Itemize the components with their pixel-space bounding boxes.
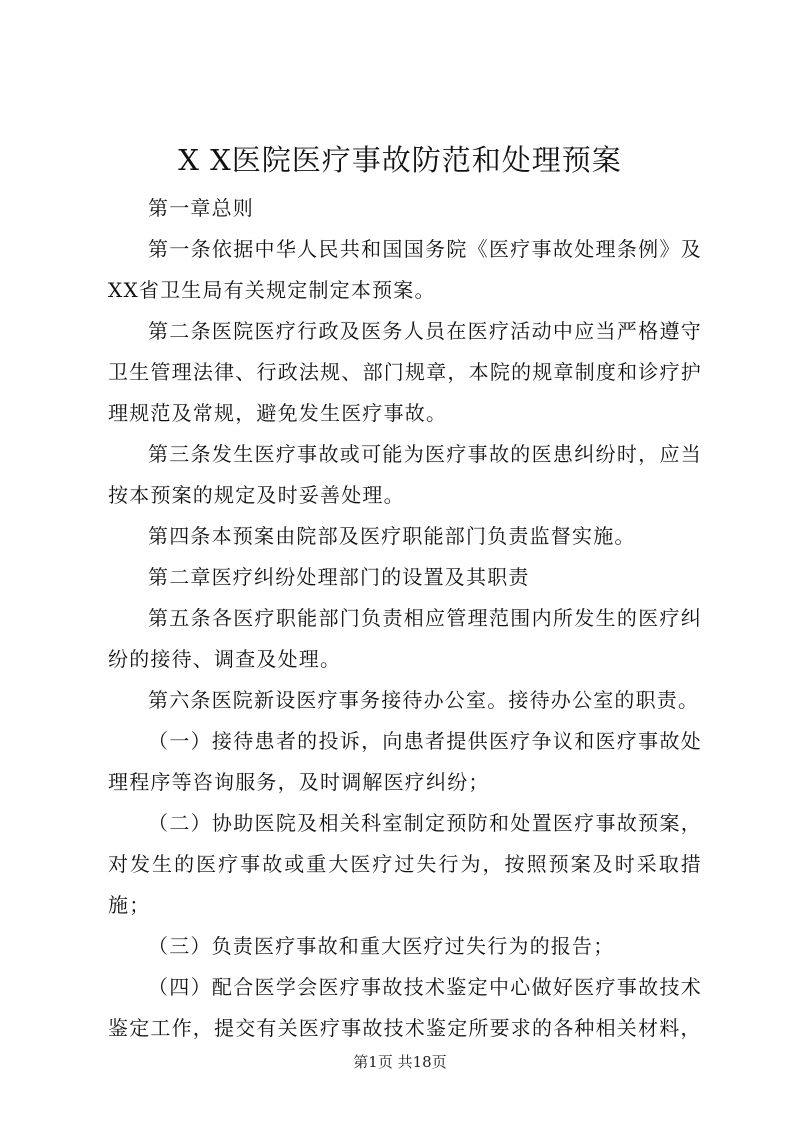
chapter-heading-1: 第一章总则 xyxy=(148,196,254,220)
chapter-heading-2: 第二章医疗纠纷处理部门的设置及其职责 xyxy=(148,565,530,589)
duty-item-2: （二）协助医院及相关科室制定预防和处置医疗事故预案，对发生的医疗事故或重大医疗过失行为，按照预案及时采取措施； xyxy=(108,811,702,917)
article-5: 第五条各医疗职能部门负责相应管理范围内所发生的医疗纠纷的接待、调查及处理。 xyxy=(108,606,702,671)
article-4: 第四条本预案由院部及医疗职能部门负责监督实施。 xyxy=(148,524,636,548)
document-title: X X医院医疗事故防范和处理预案 xyxy=(178,143,622,177)
duty-item-1: （一）接待患者的投诉，向患者提供医疗争议和医疗事故处理程序等咨询服务，及时调解医疗纠纷； xyxy=(108,729,702,794)
article-3: 第三条发生医疗事故或可能为医疗事故的医患纠纷时，应当按本预案的规定及时妥善处理。 xyxy=(108,442,702,507)
article-2: 第二条医院医疗行政及医务人员在医疗活动中应当严格遵守卫生管理法律、行政法规、部门规章，本院的规章制度和诊疗护理规范及常规，避免发生医疗事故。 xyxy=(108,319,702,425)
duty-item-4: （四）配合医学会医疗事故技术鉴定中心做好医疗事故技术鉴定工作，提交有关医疗事故技术鉴定所要求的各种相关材料， xyxy=(108,975,702,1040)
document-body xyxy=(108,188,702,1049)
duty-item-3: （三）负责医疗事故和重大医疗过失行为的报告； xyxy=(148,934,615,958)
page-number-footer: 第1页 共18页 xyxy=(353,1053,447,1071)
article-1: 第一条依据中华人民共和国国务院《医疗事故处理条例》及XX省卫生局有关规定制定本预案。 xyxy=(108,237,702,302)
article-6: 第六条医院新设医疗事务接待办公室。接待办公室的职责。 xyxy=(148,688,700,712)
